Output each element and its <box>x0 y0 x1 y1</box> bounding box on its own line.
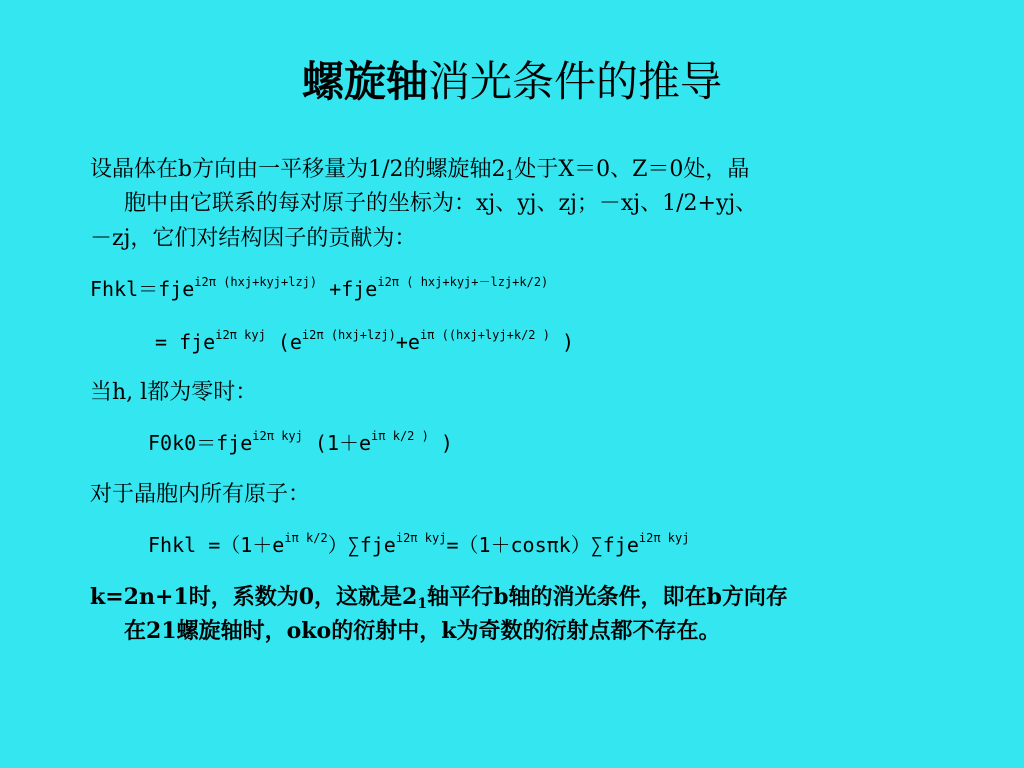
eq4-part-a: Fhkl =（1＋e <box>148 533 285 557</box>
title-rest: 消光条件的推导 <box>428 57 723 106</box>
eq2-exponent-3: iπ ((hxj+lyj+k/2 ) <box>419 328 550 342</box>
eq3-exponent-2: iπ k/2 ) <box>371 429 429 443</box>
eq3-exponent-1: i2π kyj <box>252 429 303 443</box>
eq2-part-c: +e <box>395 330 420 354</box>
conclusion-text-a: k=2n+1时，系数为0，这就是2 <box>90 584 418 610</box>
eq4-part-b: ）∑fje <box>327 533 396 557</box>
conclusion-subscript-1: 1 <box>417 596 428 612</box>
equation-factored <box>155 325 574 359</box>
eq4-part-c: =（1＋cosπk）∑fje <box>446 533 639 557</box>
equation-sum <box>148 528 689 562</box>
eq4-exponent-1: iπ k/2 <box>284 531 328 545</box>
equation-fhkl <box>90 272 548 306</box>
conclusion-line1 <box>90 580 788 614</box>
para-setup-text-b: 处于X＝0、Z＝0处，晶 <box>514 157 750 182</box>
subscript-1: 1 <box>505 168 515 184</box>
conclusion-text-b: 轴平行b轴的消光条件，即在b方向存 <box>427 584 788 610</box>
equation-f0k0 <box>148 426 453 460</box>
conclusion-line2: 在21螺旋轴时，oko的衍射中，k为奇数的衍射点都不存在。 <box>124 618 721 644</box>
eq1-exponent-2: i2π ( hxj+kyj+－lzj+k/2) <box>377 275 549 289</box>
all-atoms-label: 对于晶胞内所有原子： <box>90 482 311 507</box>
eq2-exponent-2: i2π (hxj+lzj) <box>301 328 396 342</box>
eq3-part-a: F0k0＝fje <box>148 431 253 455</box>
para-setup-line2: 胞中由它联系的每对原子的坐标为：xj、yj、zj；－xj、1/2+yj、 <box>124 191 758 216</box>
eq4-exponent-2: i2π kyj <box>395 531 447 545</box>
eq2-part-d: ) <box>549 330 575 354</box>
title-bold: 螺旋轴 <box>301 57 428 106</box>
eq1-part-a: Fhkl＝fje <box>90 277 195 301</box>
para-setup-line3: －zj，它们对结构因子的贡献为： <box>90 226 417 251</box>
para-setup-text-a: 设晶体在b方向由一平移量为1/2的螺旋轴2 <box>90 157 506 182</box>
eq1-exponent-1: i2π (hxj+kyj+lzj) <box>194 275 318 289</box>
para-setup-line1 <box>90 153 749 187</box>
eq2-part-b: (e <box>265 330 302 354</box>
eq3-part-b: (1＋e <box>302 431 372 455</box>
eq2-exponent-1: i2π kyj <box>215 328 266 342</box>
eq1-part-b: +fje <box>317 277 378 301</box>
eq3-part-c: ) <box>428 431 453 455</box>
eq4-exponent-3: i2π kyj <box>638 531 690 545</box>
slide-title <box>0 52 1024 112</box>
eq2-part-a: = fje <box>155 330 216 354</box>
condition-h-l-zero: 当h, l都为零时： <box>90 380 258 405</box>
